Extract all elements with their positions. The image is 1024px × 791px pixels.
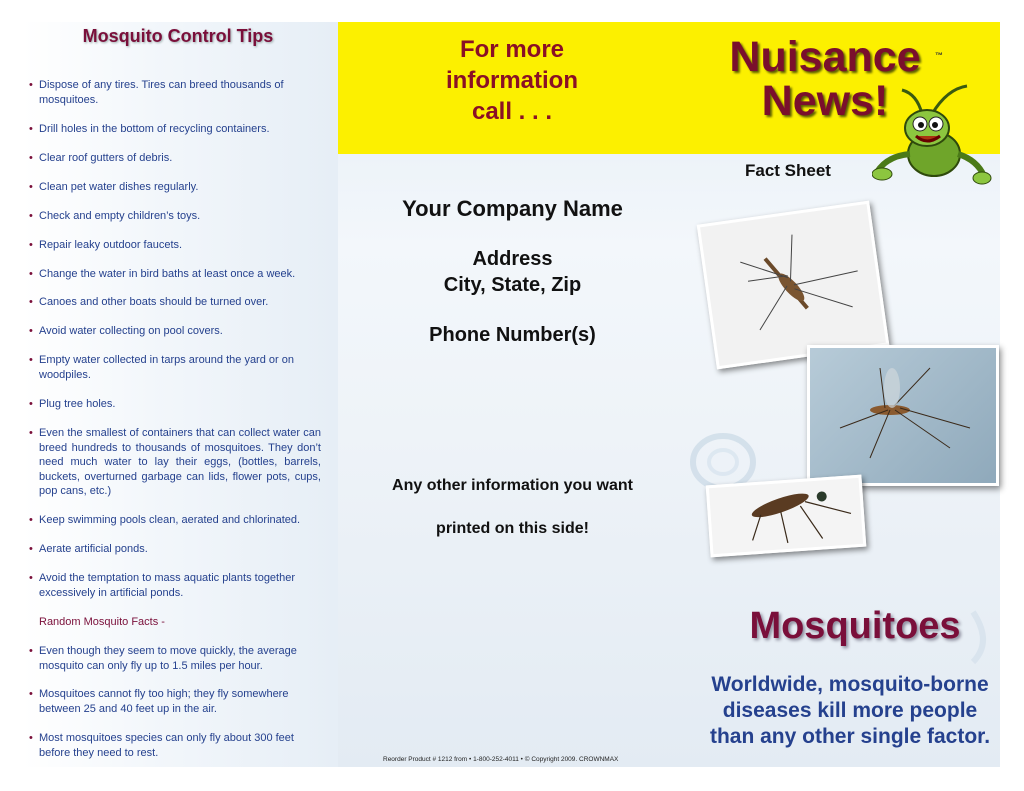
list-item: • Avoid water collecting on pool covers.: [29, 324, 321, 339]
phone-numbers: Phone Number(s): [429, 324, 596, 346]
fact-sheet-label: Fact Sheet: [745, 161, 831, 180]
call-for-info: [423, 34, 601, 127]
list-item: • Aerate artificial ponds.: [29, 542, 321, 557]
address: Address: [472, 248, 553, 270]
list-item: • Even though they seem to move quickly, the average mosquito can only fly up to 1.5 miles per hour.: [29, 644, 321, 673]
statement-line: diseases kill more people: [722, 699, 978, 722]
list-item: • Plug tree holes.: [29, 397, 321, 412]
mortality-statement: [702, 672, 998, 750]
mosquito-photo-3: [706, 475, 867, 558]
other-info-line-1: Any other information you want: [392, 477, 633, 494]
list-item: • Repair leaky outdoor faucets.: [29, 238, 321, 253]
list-item: • Most mosquitoes species can only fly about 300 feet before they need to rest.: [29, 731, 321, 760]
brand-line: Nuisance: [729, 33, 921, 81]
city-state-zip: City, State, Zip: [443, 274, 582, 296]
list-item: • Empty water collected in tarps around the yard or on woodpiles.: [29, 353, 321, 382]
statement-line: than any other single factor.: [709, 725, 991, 748]
reorder-footer: Reorder Product # 1212 from • 1-800-252-4011 • © Copyright 2009. CROWNMAX: [383, 756, 619, 763]
bug-mascot-icon: [872, 84, 992, 189]
mosquito-icon: [810, 348, 996, 483]
list-item: • Canoes and other boats should be turned over.: [29, 295, 321, 310]
list-item: • Clear roof gutters of debris.: [29, 151, 321, 166]
mosquitoes-title: Mosquitoes: [749, 605, 961, 647]
company-name: Your Company Name: [402, 196, 623, 221]
list-item: • Even the smallest of containers that can collect water can breed hundreds to thousands of mosquitoes. They don’t need much water to lay their eggs, (bottles, barrels, buckets, overturned garbage can lids, flower pots, cups, pop cans, etc.): [29, 426, 321, 499]
tips-title: Mosquito Control Tips: [82, 26, 274, 46]
list-item: • Check and empty children’s toys.: [29, 209, 321, 224]
mosquito-icon: [700, 204, 886, 366]
other-info-line-2: printed on this side!: [436, 520, 589, 537]
call-line: For more: [459, 36, 564, 63]
mosquito-photo-2: [807, 345, 999, 486]
mosquito-icon: [709, 478, 863, 554]
list-item: • Drill holes in the bottom of recycling containers.: [29, 122, 321, 137]
facts-heading: Random Mosquito Facts -: [39, 615, 165, 628]
call-line: information: [446, 67, 578, 94]
trademark: ™: [935, 51, 943, 60]
list-item: • Change the water in bird baths at least once a week.: [29, 267, 321, 282]
brand-line: News!: [761, 77, 889, 125]
list-item: • Avoid the temptation to mass aquatic plants together excessively in artificial ponds.: [29, 571, 321, 600]
list-item: • Clean pet water dishes regularly.: [29, 180, 321, 195]
tips-list: [29, 78, 321, 775]
statement-line: Worldwide, mosquito-borne: [711, 673, 989, 696]
call-line: call . . .: [471, 98, 553, 125]
list-item: • Dispose of any tires. Tires can breed thousands of mosquitoes.: [29, 78, 321, 107]
list-item: • Mosquitoes cannot fly too high; they fly somewhere between 25 and 40 feet up in the air.: [29, 687, 321, 716]
list-item: • Keep swimming pools clean, aerated and chlorinated.: [29, 513, 321, 528]
